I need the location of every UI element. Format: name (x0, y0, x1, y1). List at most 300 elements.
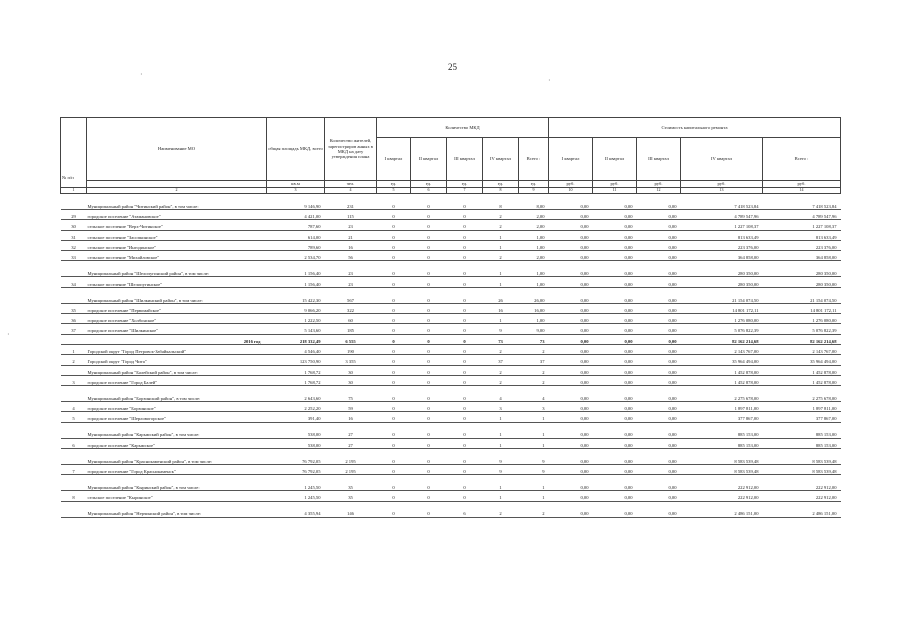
row-count-q3: 0 (447, 465, 483, 475)
row-count-q2: 0 (411, 465, 447, 475)
row-cost-q4: 1 452 878,00 (681, 375, 763, 385)
row-area: 1 156,40 (267, 277, 325, 287)
row-residents: 30 (325, 375, 377, 385)
table-row (61, 277, 841, 287)
row-count-q4: 2 (483, 375, 519, 385)
row-cost-q3: 0,00 (637, 194, 681, 210)
row-count-q3: 0 (447, 261, 483, 277)
table-row (61, 365, 841, 375)
row-name: Муниципальный район "Балейский район", в том числе: (87, 365, 267, 375)
row-cost-q1: 0,00 (549, 355, 593, 365)
header-count-total: Всего : (519, 138, 549, 181)
header-name: Наименование МО (87, 118, 267, 181)
row-cost-q2: 0,00 (593, 287, 637, 303)
row-count-q2: 0 (411, 422, 447, 438)
row-residents: 30 (325, 365, 377, 375)
row-cost-q4: 5 076 822,39 (681, 324, 763, 334)
row-count-q1: 0 (377, 220, 411, 230)
unit-cell (61, 181, 87, 188)
column-number: 14 (763, 188, 841, 194)
row-residents: 56 (325, 251, 377, 261)
row-cost-q4: 885 153,00 (681, 422, 763, 438)
row-count-q2: 0 (411, 277, 447, 287)
row-count-total: 1,00 (519, 240, 549, 250)
row-number: 7 (61, 465, 87, 475)
row-cost-q1: 0,00 (549, 491, 593, 501)
row-count-q3: 0 (447, 412, 483, 422)
row-name: городское поселение "Первомайское" (87, 303, 267, 313)
row-name: сельское поселение "Кыринское" (87, 491, 267, 501)
row-residents: 231 (325, 194, 377, 210)
row-area: 1 768,72 (267, 365, 325, 375)
row-cost-q4: 223 376,00 (681, 240, 763, 250)
row-cost-q4: 1 452 878,00 (681, 365, 763, 375)
row-cost-q4: 364 858,00 (681, 251, 763, 261)
row-count-q2: 0 (411, 402, 447, 412)
row-name: Муниципальный район "Борзинский район", в том числе: (87, 386, 267, 402)
column-number: 3 (267, 188, 325, 194)
row-cost-total: 222 912,00 (763, 491, 841, 501)
row-cost-q4: 2 486 151,00 (681, 501, 763, 517)
row-count-q2: 0 (411, 230, 447, 240)
table-row (61, 251, 841, 261)
row-residents: 35 (325, 475, 377, 491)
row-count-total: 1,00 (519, 277, 549, 287)
row-count-total: 2,00 (519, 251, 549, 261)
table-row (61, 194, 841, 210)
row-name: Муниципальный район "Шелопугинский район", в том числе: (87, 261, 267, 277)
row-cost-q4: 1 227 108,37 (681, 220, 763, 230)
table-row (61, 475, 841, 491)
row-cost-q3: 0,00 (637, 251, 681, 261)
row-count-q2: 0 (411, 287, 447, 303)
row-cost-q1: 0,00 (549, 438, 593, 448)
table-row (61, 501, 841, 517)
row-name: сельское поселение "Засопкинское" (87, 230, 267, 240)
row-area: 4 421,00 (267, 210, 325, 220)
table-row (61, 303, 841, 313)
row-cost-q4: 813 633,49 (681, 230, 763, 240)
row-cost-q1: 0,00 (549, 194, 593, 210)
row-residents: 185 (325, 324, 377, 334)
row-cost-q2: 0,00 (593, 465, 637, 475)
row-cost-q1: 0,00 (549, 449, 593, 465)
row-count-q1: 0 (377, 303, 411, 313)
row-count-q4: 2 (483, 220, 519, 230)
row-cost-q3: 0,00 (637, 475, 681, 491)
row-area: 538,00 (267, 422, 325, 438)
row-number: 6 (61, 438, 87, 448)
row-cost-total: 8 583 539,48 (763, 465, 841, 475)
row-cost-q3: 0,00 (637, 210, 681, 220)
row-cost-q1: 0,00 (549, 324, 593, 334)
row-count-q4: 9 (483, 465, 519, 475)
row-cost-total: 1 452 878,00 (763, 375, 841, 385)
row-residents: 23 (325, 277, 377, 287)
scan-speck: · (7, 330, 10, 339)
row-cost-total: 364 858,00 (763, 251, 841, 261)
row-cost-total: 1 452 878,00 (763, 365, 841, 375)
row-cost-q1: 0,00 (549, 375, 593, 385)
row-count-q4: 1 (483, 314, 519, 324)
row-residents: 2 195 (325, 449, 377, 465)
row-cost-q2: 0,00 (593, 475, 637, 491)
unit-cell: руб. (763, 181, 841, 188)
table-row (61, 386, 841, 402)
row-cost-q3: 0,00 (637, 365, 681, 375)
row-number: 30 (61, 220, 87, 230)
row-area: 538,00 (267, 438, 325, 448)
row-cost-q1: 0,00 (549, 475, 593, 491)
row-count-q1: 0 (377, 314, 411, 324)
row-count-q3: 0 (447, 449, 483, 465)
row-count-q2: 0 (411, 412, 447, 422)
row-cost-q2: 0,00 (593, 240, 637, 250)
row-name: городское поселение "Шерловогорское" (87, 412, 267, 422)
row-count-q4: 1 (483, 422, 519, 438)
row-count-total: 2 (519, 501, 549, 517)
row-cost-q2: 0,00 (593, 261, 637, 277)
row-cost-q3: 0,00 (637, 501, 681, 517)
row-area: 391,40 (267, 412, 325, 422)
row-area: 5 143,60 (267, 324, 325, 334)
column-number: 11 (593, 188, 637, 194)
row-area: 1 245,50 (267, 491, 325, 501)
row-count-q3: 0 (447, 194, 483, 210)
row-cost-total: 1 227 108,37 (763, 220, 841, 230)
row-count-q1: 0 (377, 261, 411, 277)
row-count-total: 1,00 (519, 230, 549, 240)
row-count-q3: 0 (447, 402, 483, 412)
row-cost-q3: 0,00 (637, 422, 681, 438)
header-residents: Количество жителей, зарегистриров анных в МКД на дату утверждения плана (325, 118, 377, 181)
row-name: сельское поселение "Михайловское" (87, 251, 267, 261)
row-cost-q1: 0,00 (549, 334, 593, 344)
row-count-total: 2 (519, 365, 549, 375)
row-cost-q2: 0,00 (593, 251, 637, 261)
row-cost-q1: 0,00 (549, 251, 593, 261)
row-count-q1: 0 (377, 365, 411, 375)
row-count-q1: 0 (377, 501, 411, 517)
row-count-q3: 0 (447, 438, 483, 448)
row-cost-q1: 0,00 (549, 303, 593, 313)
row-name: Муниципальный район "Шилкинский район", в том числе: (87, 287, 267, 303)
row-residents: 190 (325, 344, 377, 354)
row-cost-q3: 0,00 (637, 449, 681, 465)
row-cost-total: 4 789 547,96 (763, 210, 841, 220)
row-number (61, 287, 87, 303)
row-cost-q2: 0,00 (593, 355, 637, 365)
row-cost-q1: 0,00 (549, 402, 593, 412)
row-name: Муниципальный район "Нерчинский район", в том числе: (87, 501, 267, 517)
row-count-total: 9 (519, 465, 549, 475)
row-number: 34 (61, 277, 87, 287)
column-number: 1 (61, 188, 87, 194)
row-residents: 21 (325, 230, 377, 240)
row-count-q2: 0 (411, 375, 447, 385)
row-cost-q2: 0,00 (593, 277, 637, 287)
row-area: 4 546,40 (267, 344, 325, 354)
row-count-q1: 0 (377, 412, 411, 422)
row-count-q2: 0 (411, 261, 447, 277)
row-count-q3: 0 (447, 344, 483, 354)
row-number: 37 (61, 324, 87, 334)
row-name: Муниципальный район "Краснокаменский район", в том числе: (87, 449, 267, 465)
row-name: Городской округ "Город Петровск-Забайкальский" (87, 344, 267, 354)
row-cost-q4: 8 583 539,48 (681, 465, 763, 475)
row-cost-q3: 0,00 (637, 240, 681, 250)
table-row-year-total (61, 334, 841, 344)
row-count-total: 1,00 (519, 261, 549, 277)
scan-speck: · (140, 70, 143, 79)
row-count-q1: 0 (377, 402, 411, 412)
table-row (61, 491, 841, 501)
row-count-q4: 16 (483, 303, 519, 313)
scan-speck: · (548, 76, 551, 85)
row-count-total: 37 (519, 355, 549, 365)
row-count-q3: 0 (447, 324, 483, 334)
row-count-q4: 73 (483, 334, 519, 344)
row-residents: 3 355 (325, 355, 377, 365)
row-count-total: 1 (519, 475, 549, 491)
row-count-q1: 0 (377, 449, 411, 465)
row-count-q4: 2 (483, 344, 519, 354)
row-cost-q2: 0,00 (593, 210, 637, 220)
column-number: 9 (519, 188, 549, 194)
row-count-q1: 0 (377, 491, 411, 501)
row-cost-q1: 0,00 (549, 261, 593, 277)
row-residents: 16 (325, 240, 377, 250)
row-area: 76 792,05 (267, 465, 325, 475)
row-number (61, 261, 87, 277)
row-count-q1: 0 (377, 230, 411, 240)
row-cost-q1: 0,00 (549, 412, 593, 422)
table-row (61, 438, 841, 448)
row-count-q1: 0 (377, 334, 411, 344)
row-name: сельское поселение "Шелопугинское" (87, 277, 267, 287)
row-area: 1 245,50 (267, 475, 325, 491)
unit-cell: руб. (637, 181, 681, 188)
header-num: № п/п (61, 118, 87, 181)
row-cost-q2: 0,00 (593, 230, 637, 240)
column-number: 4 (325, 188, 377, 194)
row-area: 1 156,40 (267, 261, 325, 277)
row-area: 9 146,90 (267, 194, 325, 210)
row-number (61, 194, 87, 210)
row-area: 1 222,50 (267, 314, 325, 324)
row-cost-q3: 0,00 (637, 261, 681, 277)
row-name: Муниципальный район "Кыринский район", в том числе: (87, 475, 267, 491)
row-cost-q4: 4 789 547,96 (681, 210, 763, 220)
row-cost-q3: 0,00 (637, 230, 681, 240)
row-cost-q4: 885 153,00 (681, 438, 763, 448)
row-count-q3: 6 (447, 501, 483, 517)
row-cost-q4: 14 801 172,11 (681, 303, 763, 313)
row-area: 2 643,60 (267, 386, 325, 402)
row-cost-total: 35 964 494,00 (763, 355, 841, 365)
unit-cell: кв.м (267, 181, 325, 188)
header-count-group: Количество МКД (377, 118, 549, 138)
row-cost-q1: 0,00 (549, 230, 593, 240)
row-number: 5 (61, 412, 87, 422)
row-area: 9 066,20 (267, 303, 325, 313)
row-number: 29 (61, 210, 87, 220)
row-area: 4 355,94 (267, 501, 325, 517)
row-area: 789,60 (267, 240, 325, 250)
header-cost-total: Всего : (763, 138, 841, 181)
row-cost-q4: 222 912,00 (681, 491, 763, 501)
column-number: 13 (681, 188, 763, 194)
row-count-q2: 0 (411, 314, 447, 324)
row-cost-q4: 377 867,00 (681, 412, 763, 422)
table-row (61, 220, 841, 230)
unit-cell: ед. (447, 181, 483, 188)
units-row (61, 181, 841, 188)
row-cost-total: 7 418 523,84 (763, 194, 841, 210)
row-residents: 115 (325, 210, 377, 220)
table-row (61, 287, 841, 303)
header-count-q4: IV квартал (483, 138, 519, 181)
row-cost-q4: 1 897 811,00 (681, 402, 763, 412)
row-count-q3: 0 (447, 355, 483, 365)
row-count-q2: 0 (411, 355, 447, 365)
row-count-q1: 0 (377, 287, 411, 303)
header-cost-q1: I квартал (549, 138, 593, 181)
row-residents: 75 (325, 386, 377, 402)
row-count-q4: 1 (483, 240, 519, 250)
row-cost-q4: 280 350,00 (681, 261, 763, 277)
row-count-total: 8,00 (519, 194, 549, 210)
row-count-q3: 0 (447, 220, 483, 230)
row-cost-total: 2 486 151,00 (763, 501, 841, 517)
row-count-q4: 37 (483, 355, 519, 365)
row-cost-q1: 0,00 (549, 365, 593, 375)
row-name: сельское поселение "Верх-Читинское" (87, 220, 267, 230)
row-count-total: 4 (519, 386, 549, 402)
row-count-q4: 2 (483, 365, 519, 375)
row-count-q2: 0 (411, 344, 447, 354)
row-area: 787,60 (267, 220, 325, 230)
header-count-q2: II квартал (411, 138, 447, 181)
row-count-q2: 0 (411, 501, 447, 517)
row-count-total: 1 (519, 422, 549, 438)
row-count-total: 2 (519, 344, 549, 354)
row-count-q4: 1 (483, 438, 519, 448)
unit-cell: ед. (519, 181, 549, 188)
row-count-total: 1 (519, 491, 549, 501)
row-cost-q4: 2 143 767,00 (681, 344, 763, 354)
table-body (61, 194, 841, 518)
row-residents: 60 (325, 314, 377, 324)
row-residents: 35 (325, 491, 377, 501)
row-cost-total: 222 912,00 (763, 475, 841, 491)
row-cost-q2: 0,00 (593, 220, 637, 230)
row-count-q1: 0 (377, 475, 411, 491)
row-count-q4: 1 (483, 491, 519, 501)
row-residents: 146 (325, 501, 377, 517)
table-row (61, 355, 841, 365)
row-count-q2: 0 (411, 220, 447, 230)
row-number: 1 (61, 344, 87, 354)
row-number (61, 334, 87, 344)
row-number (61, 475, 87, 491)
row-count-q3: 0 (447, 375, 483, 385)
row-cost-total: 1 897 811,00 (763, 402, 841, 412)
row-count-q2: 0 (411, 324, 447, 334)
row-number: 33 (61, 251, 87, 261)
row-number: 3 (61, 375, 87, 385)
row-residents: 23 (325, 220, 377, 230)
column-number: 2 (87, 188, 267, 194)
table-row (61, 324, 841, 334)
row-name: сельское поселение "Ингодинское" (87, 240, 267, 250)
row-cost-q4: 280 350,00 (681, 277, 763, 287)
row-cost-q1: 0,00 (549, 277, 593, 287)
row-count-q3: 0 (447, 475, 483, 491)
row-number (61, 386, 87, 402)
table-row (61, 402, 841, 412)
row-count-q1: 0 (377, 375, 411, 385)
row-count-q4: 2 (483, 251, 519, 261)
column-number: 6 (411, 188, 447, 194)
header-area: общая площадь МКД, всего (267, 118, 325, 181)
row-count-q4: 4 (483, 386, 519, 402)
row-number: 32 (61, 240, 87, 250)
row-name: городское поселение "Шилкинское" (87, 324, 267, 334)
row-count-q4: 1 (483, 261, 519, 277)
unit-cell: ед. (411, 181, 447, 188)
row-residents: 16 (325, 412, 377, 422)
header-cost-q4: IV квартал (681, 138, 763, 181)
row-count-q4: 2 (483, 501, 519, 517)
row-cost-q4: 7 418 523,84 (681, 194, 763, 210)
row-count-q3: 0 (447, 251, 483, 261)
row-cost-q1: 0,00 (549, 314, 593, 324)
row-count-total: 9 (519, 449, 549, 465)
row-cost-total: 280 350,00 (763, 261, 841, 277)
unit-cell: руб. (549, 181, 593, 188)
row-count-q3: 0 (447, 314, 483, 324)
row-cost-q4: 2 275 678,00 (681, 386, 763, 402)
row-count-q3: 0 (447, 277, 483, 287)
row-cost-total: 280 350,00 (763, 277, 841, 287)
row-number: 8 (61, 491, 87, 501)
row-count-total: 1,00 (519, 314, 549, 324)
row-count-q4: 1 (483, 475, 519, 491)
row-count-q1: 0 (377, 355, 411, 365)
row-count-q3: 0 (447, 240, 483, 250)
row-area: 2 252,20 (267, 402, 325, 412)
row-cost-q2: 0,00 (593, 194, 637, 210)
row-cost-q3: 0,00 (637, 220, 681, 230)
row-cost-total: 5 076 822,39 (763, 324, 841, 334)
row-count-total: 2 (519, 375, 549, 385)
row-count-q1: 0 (377, 194, 411, 210)
row-count-q1: 0 (377, 422, 411, 438)
row-cost-q3: 0,00 (637, 465, 681, 475)
row-count-total: 26,00 (519, 287, 549, 303)
row-count-q2: 0 (411, 194, 447, 210)
row-cost-q4: 222 912,00 (681, 475, 763, 491)
row-count-q2: 0 (411, 240, 447, 250)
row-count-total: 1 (519, 438, 549, 448)
row-name: городское поселение "Город Балей" (87, 375, 267, 385)
column-number: 12 (637, 188, 681, 194)
table-row (61, 230, 841, 240)
row-cost-total: 82 162 214,68 (763, 334, 841, 344)
row-count-q4: 1 (483, 230, 519, 240)
row-area: 614,00 (267, 230, 325, 240)
